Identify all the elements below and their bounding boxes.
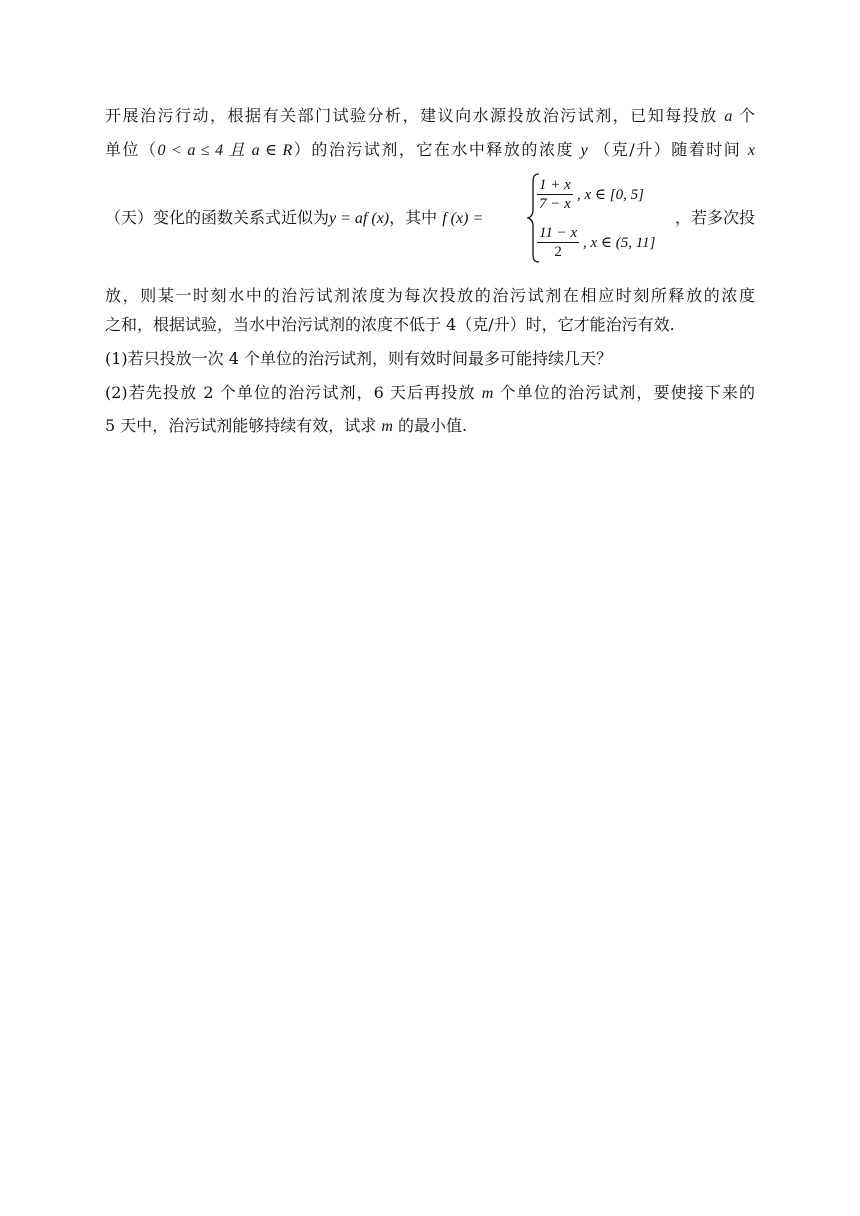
problem-line-5 <box>105 313 755 337</box>
question-2-line-1 <box>105 381 755 406</box>
piece-1-condition: , x ∈ [0, 5] <box>577 187 644 203</box>
text-segment: （克/升）随着时间 <box>594 140 742 159</box>
problem-line-3 <box>105 206 525 231</box>
fraction-denominator: 7 − x <box>539 196 571 212</box>
text-segment: (2)若先投放 2 个单位的治污试剂，6 天后再投放 <box>105 383 476 402</box>
problem-line-4 <box>105 284 755 308</box>
fraction-denominator: 2 <box>554 244 562 260</box>
question-2-line-2 <box>105 414 755 439</box>
fraction-numerator: 1 + x <box>539 177 571 193</box>
variable-m: m <box>381 418 393 435</box>
variable-a: a <box>724 108 733 125</box>
text-segment: 的最小值. <box>398 416 468 435</box>
text-segment: 之和，根据试验，当水中治污试剂的浓度不低于 4（克/升）时，它才能治污有效. <box>105 315 675 334</box>
piecewise-function <box>527 172 657 264</box>
text-segment: 开展治污行动，根据有关部门试验分析，建议向水源投放治污试剂，已知每投放 <box>105 106 718 125</box>
text-segment: ，其中 <box>389 208 438 227</box>
piece-2-condition: , x ∈ (5, 11] <box>583 235 656 251</box>
piece-1-fraction <box>537 176 573 213</box>
text-segment: 单位（ <box>105 140 158 159</box>
question-1 <box>105 347 755 371</box>
condition-a-range: 0 < a ≤ 4 且 a ∈ R <box>157 142 293 159</box>
problem-line-3-tail <box>660 206 755 230</box>
variable-y: y <box>580 142 588 159</box>
function-f-label: f (x) = <box>442 210 484 227</box>
text-segment: ，若多次投 <box>674 208 755 227</box>
text-segment: （天）变化的函数关系式近似为 <box>105 208 330 227</box>
text-segment: 个 <box>738 106 755 125</box>
text-segment: ）的治污试剂，它在水中释放的浓度 <box>292 140 574 159</box>
text-segment: 个单位的治污试剂，要使接下来的 <box>499 383 755 402</box>
problem-line-2 <box>105 138 755 163</box>
piece-2-fraction <box>537 224 579 261</box>
problem-line-1 <box>105 104 755 129</box>
question-text: (1)若只投放一次 4 个单位的治污试剂，则有效时间最多可能持续几天？ <box>105 349 613 368</box>
equation-y-af: y = af (x) <box>329 210 390 227</box>
variable-m: m <box>481 385 494 402</box>
text-segment: 5 天中，治污试剂能够持续有效，试求 <box>105 416 377 435</box>
fraction-numerator: 11 − x <box>539 225 578 241</box>
variable-x: x <box>747 142 755 159</box>
text-segment: 放，则某一时刻水中的治污试剂浓度为每次投放的治污试剂在相应时刻所释放的浓度 <box>105 286 755 305</box>
